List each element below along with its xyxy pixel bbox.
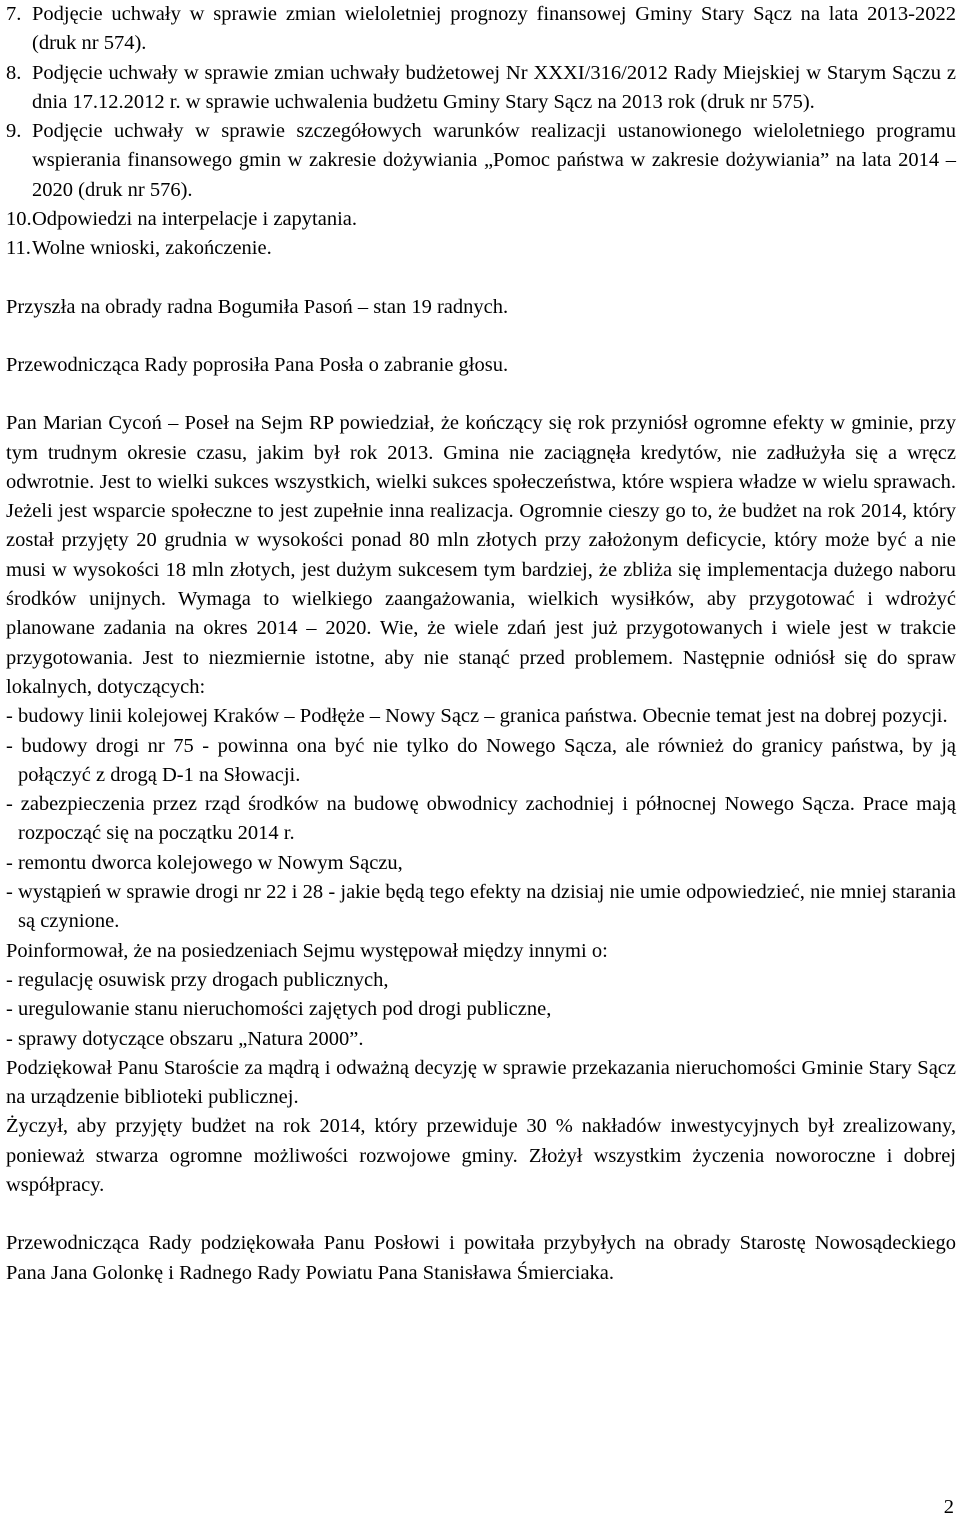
agenda-item bbox=[6, 0, 956, 59]
local-issue-item: - wystąpień w sprawie drogi nr 22 i 28 - jakie będą tego efekty na dzisiaj nie umie odpowiedzieć, nie mniej starania są czynione. bbox=[6, 881, 956, 933]
page-number: 2 bbox=[943, 1496, 954, 1518]
agenda-item-text: Wolne wnioski, zakończenie. bbox=[32, 237, 272, 260]
agenda-item-number: 7. bbox=[6, 3, 22, 25]
local-issue-item: - zabezpieczenia przez rząd środków na budowę obwodnicy zachodniej i północnej Nowego Sącza. Prace mają rozpocząć się na początku 2014 r. bbox=[6, 793, 956, 845]
chair-request-paragraph: Przewodnicząca Rady poprosiła Pana Posła o zabranie głosu. bbox=[6, 353, 509, 376]
sejm-issue-item: - sprawy dotyczące obszaru „Natura 2000”. bbox=[6, 1027, 364, 1050]
agenda-item-text: Podjęcie uchwały w sprawie zmian wieloletniej prognozy finansowej Gminy Stary Sącz na lata 2013-2022 (druk nr 574). bbox=[32, 3, 956, 55]
speech-section bbox=[6, 409, 956, 1200]
sejm-issue-item: - regulację osuwisk przy drogach publicznych, bbox=[6, 968, 389, 991]
sejm-issue-item: - uregulowanie stanu nieruchomości zajętych pod drogi publiczne, bbox=[6, 998, 552, 1021]
agenda-item-text: Podjęcie uchwały w sprawie zmian uchwały budżetowej Nr XXXI/316/2012 Rady Miejskiej w Starym Sączu z dnia 17.12.2012 r. w sprawie uchwalenia budżetu Gminy Stary Sącz na 2013 rok (druk nr 575). bbox=[32, 61, 956, 113]
local-issue-item: - budowy linii kolejowej Kraków – Podłęże – Nowy Sącz – granica państwa. Obecnie temat jest na dobrej pozycji. bbox=[6, 705, 948, 728]
agenda-item-number: 10. bbox=[6, 208, 32, 231]
chair-thanks-paragraph: Przewodnicząca Rady podziękowała Panu Posłowi i powitała przybyłych na obrady Starostę Nowosądeckiego Pana Jana Golonkę i Radnego Rady Powiatu Pana Stanisława Śmierciaka. bbox=[6, 1232, 956, 1284]
speech-intro-paragraph: Pan Marian Cycoń – Poseł na Sejm RP powiedział, że kończący się rok przyniósł ogromne efekty w gminie, przy tym trudnym okresie czasu, jakim był rok 2013. Gmina nie zaciągnęła kredytów, nie zadłużyła się a wręcz odwrotnie. Jest to wielki sukces wszystkich, wielki sukces społeczeństwa, które wspiera władze w wielu sprawach. Jeżeli jest wsparcie społeczne to jest zupełnie inna realizacja. Ogromnie cieszy go to, że budżet na rok 2014, który został przyjęty 20 grudnia w wysokości ponad 80 mln złotych przy założonym deficycie, który może być a nie musi w wysokości 18 mln złotych, jest dużym sukcesem tym bardziej, że zbliża się implementacja dużego naboru środków unijnych. Wymaga to wielkiego zaangażowania, wielkich wysiłków, aby przygotować i wdrożyć planowane zadania na okres 2014 – 2020. Wie, że wiele zdań jest już przygotowanych i wiele jest w trakcie przygotowania. Jest to niezmiernie istotne, aby nie stanąć przed problemem. Następnie odniósł się do spraw lokalnych, dotyczących: bbox=[6, 412, 956, 698]
agenda-item bbox=[6, 234, 956, 263]
local-issue-item: - remontu dworca kolejowego w Nowym Sączu, bbox=[6, 851, 403, 874]
agenda-item bbox=[6, 117, 956, 205]
thanks-paragraph: Podziękował Panu Staroście za mądrą i odważną decyzję w sprawie przekazania nieruchomości Gminie Stary Sącz na urządzenie biblioteki publicznej. bbox=[6, 1056, 956, 1109]
sejm-intro-paragraph: Poinformował, że na posiedzeniach Sejmu występował między innymi o: bbox=[6, 939, 608, 962]
agenda-item bbox=[6, 205, 956, 234]
agenda-item-text: Podjęcie uchwały w sprawie szczegółowych warunków realizacji ustanowionego wieloletniego programu wspierania finansowego gmin w zakresie dożywiania „Pomoc państwa w zakresie dożywiania” na lata 2014 – 2020 (druk nr 576). bbox=[32, 120, 956, 201]
wishes-paragraph: Życzył, aby przyjęty budżet na rok 2014, który przewiduje 30 % nakładów inwestycyjnych był zrealizowany, ponieważ stwarza ogromne możliwości rozwojowe gminy. Złożył wszystkim życzenia noworoczne i dobrej współpracy. bbox=[6, 1115, 956, 1196]
agenda-list bbox=[6, 0, 956, 264]
attendance-paragraph: Przyszła na obrady radna Bogumiła Pasoń – stan 19 radnych. bbox=[6, 295, 509, 318]
agenda-item-number: 8. bbox=[6, 61, 22, 84]
document-page bbox=[6, 0, 956, 1288]
agenda-item bbox=[6, 59, 956, 118]
agenda-item-number: 9. bbox=[6, 120, 22, 143]
local-issue-item: - budowy drogi nr 75 - powinna ona być nie tylko do Nowego Sącza, ale również do granicy państwa, by ją połączyć z drogą D-1 na Słowacji. bbox=[6, 734, 956, 786]
agenda-item-number: 11. bbox=[6, 237, 31, 260]
agenda-item-text: Odpowiedzi na interpelacje i zapytania. bbox=[32, 208, 358, 231]
